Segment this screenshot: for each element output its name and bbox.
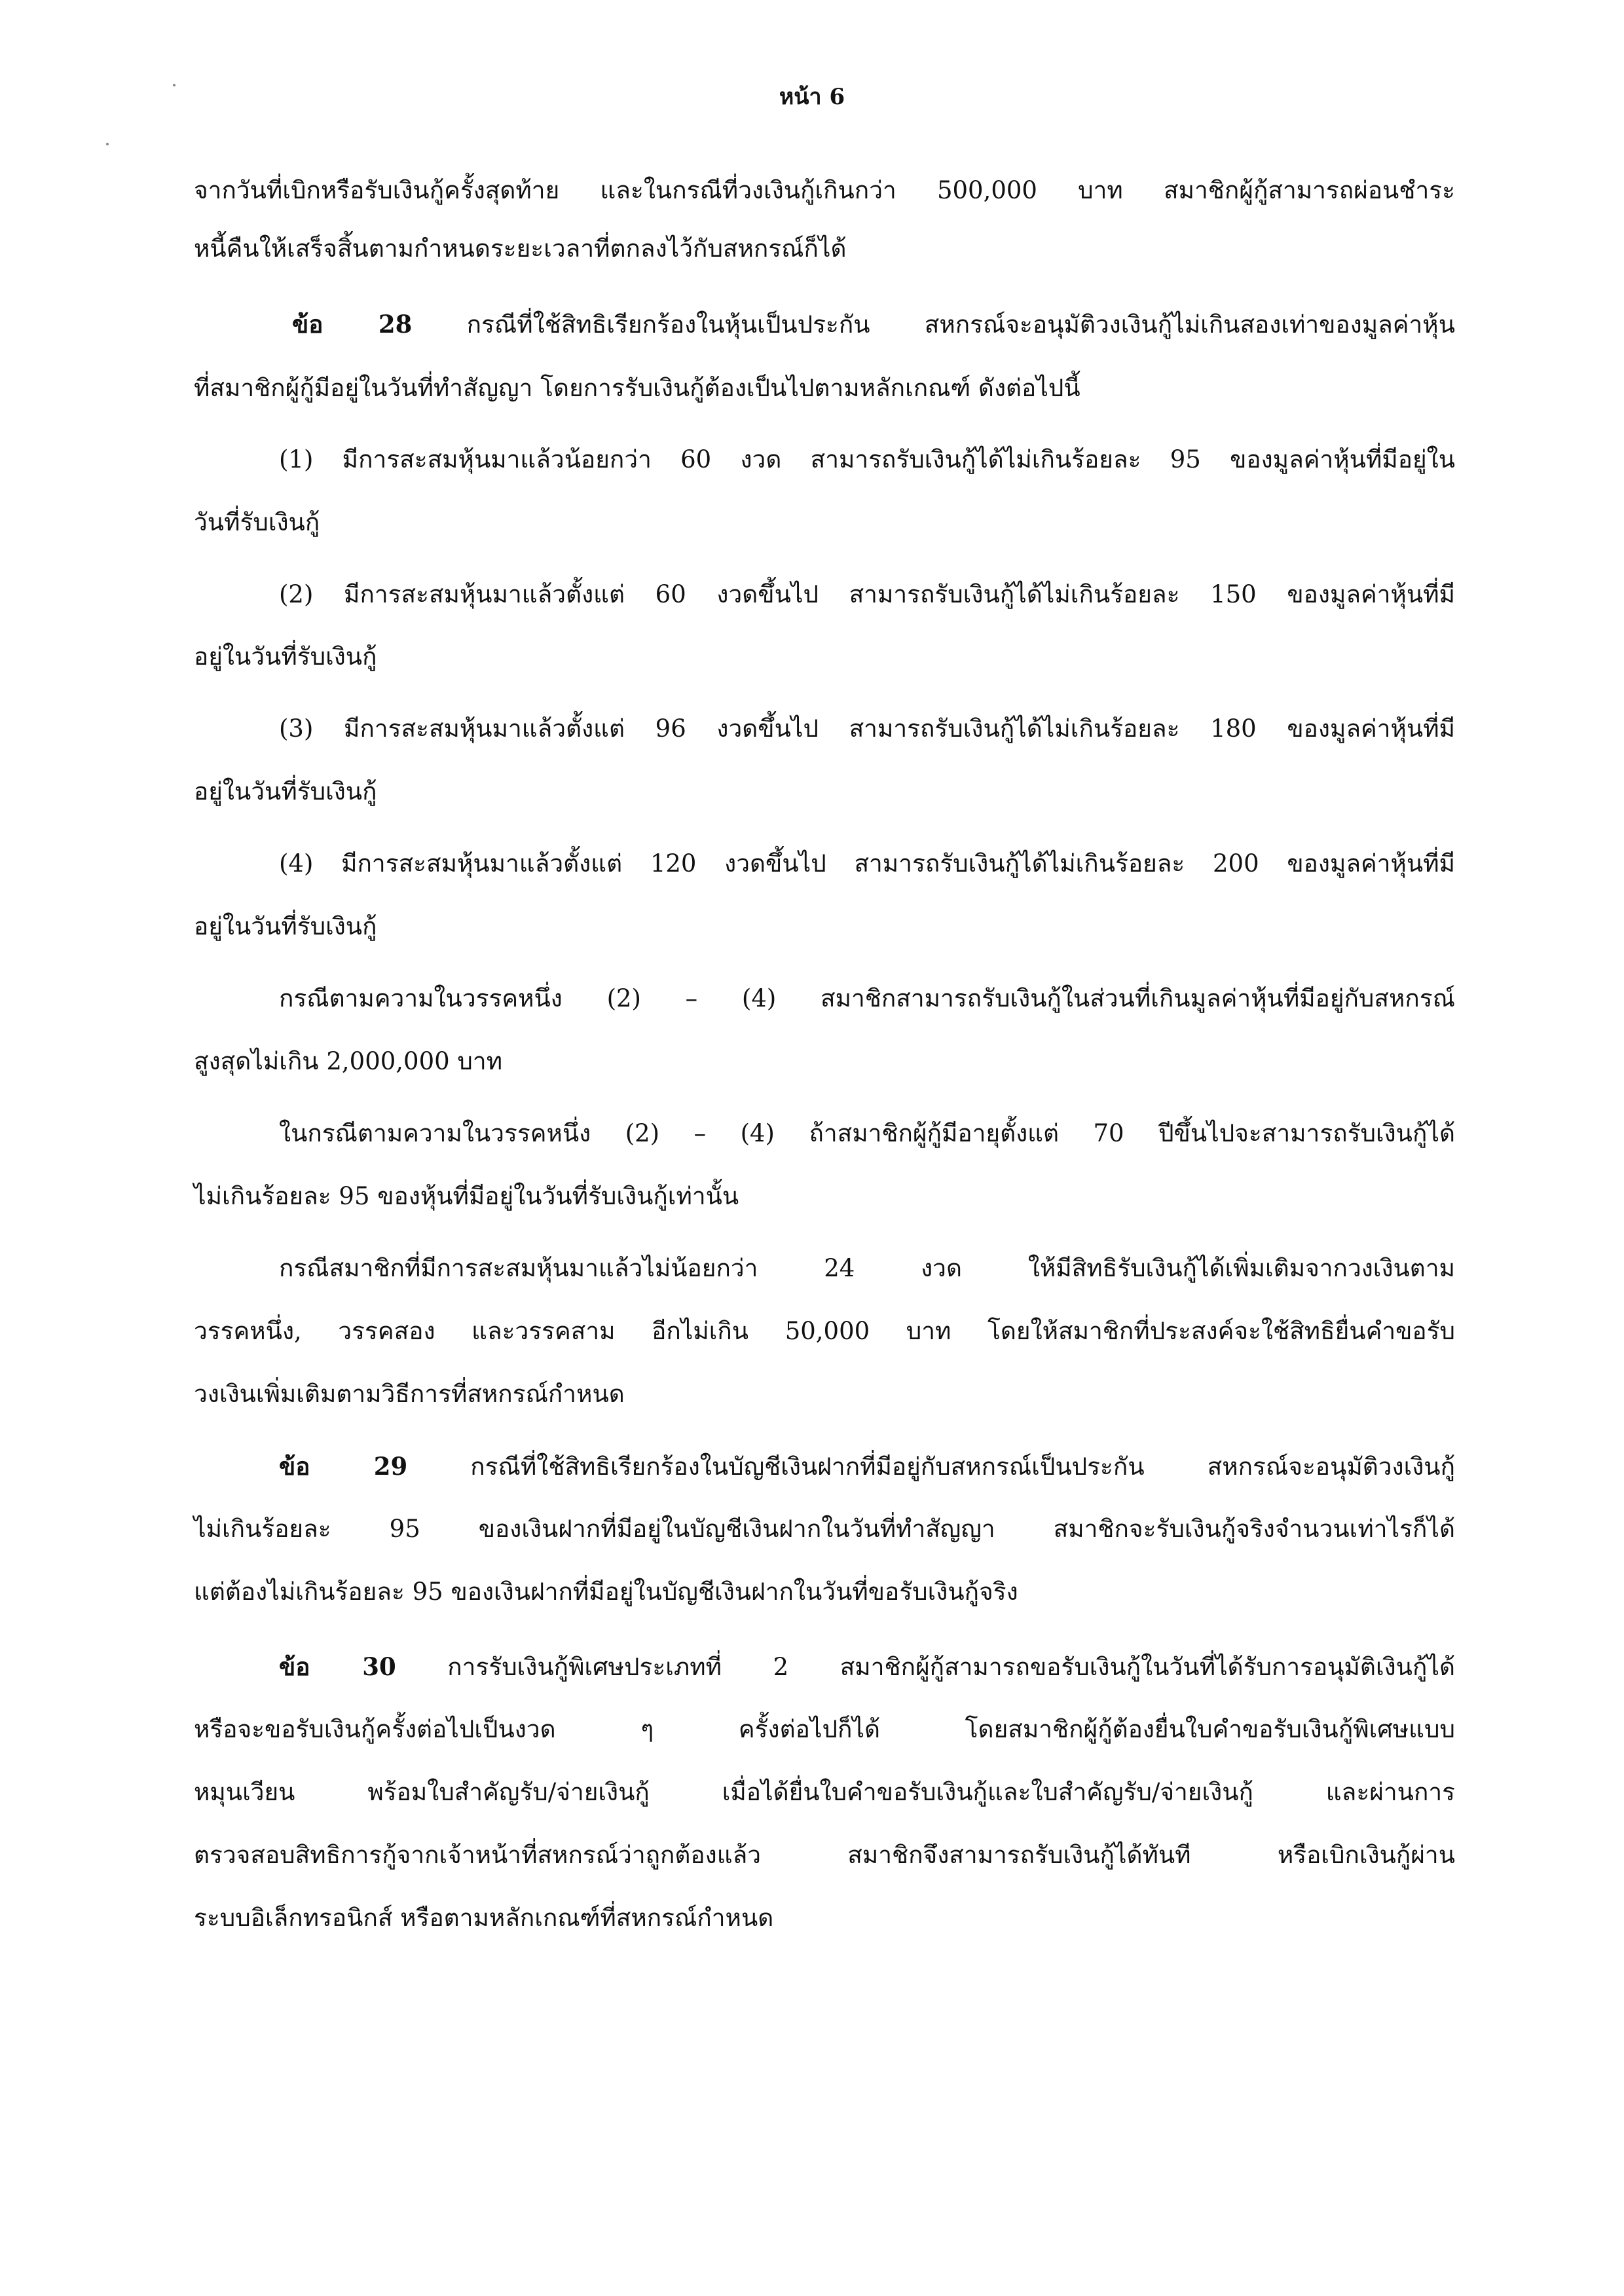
- paragraph-line: อยู่ในวันที่รับเงินกู้: [194, 912, 377, 940]
- paragraph-line: [279, 1443, 1455, 1490]
- paragraph-line: สูงสุดไม่เกิน 2,000,000 บาท: [194, 1047, 503, 1075]
- scan-speck: [106, 143, 109, 145]
- paragraph-line: (3) มีการสะสมหุ้นมาแล้วตั้งแต่ 96 งวดขึ้นไป สามารถรับเงินกู้ได้ไม่เกินร้อยละ 180 ของมูลค่าหุ้นที่มี: [279, 714, 1455, 743]
- paragraph-line: กรณีสมาชิกที่มีการสะสมหุ้นมาแล้วไม่น้อยกว่า 24 งวด ให้มีสิทธิรับเงินกู้ได้เพิ่มเติมจากวงเงินตาม: [279, 1254, 1455, 1282]
- paragraph-line: ระบบอิเล็กทรอนิกส์ หรือตามหลักเกณฑ์ที่สหกรณ์กำหนด: [194, 1904, 774, 1932]
- paragraph-line: ที่สมาชิกผู้กู้มีอยู่ในวันที่ทำสัญญา โดยการรับเงินกู้ต้องเป็นไปตามหลักเกณฑ์ ดังต่อไปนี้: [194, 374, 1080, 402]
- clause-text: การรับเงินกู้พิเศษประเภทที่ 2 สมาชิกผู้กู้สามารถขอรับเงินกู้ในวันที่ได้รับการอนุมัติเงินกู้ได้: [396, 1653, 1455, 1681]
- paragraph-line: [292, 301, 1455, 348]
- page-number: หน้า 6: [779, 84, 845, 110]
- paragraph-line: หนี้คืนให้เสร็จสิ้นตามกำหนดระยะเวลาที่ตกลงไว้กับสหกรณ์ก็ได้: [194, 234, 847, 263]
- paragraph-line: [279, 1644, 1455, 1690]
- paragraph-line: วรรคหนึ่ง, วรรคสอง และวรรคสาม อีกไม่เกิน 50,000 บาท โดยให้สมาชิกที่ประสงค์จะใช้สิทธิยื่นคำขอรับ: [194, 1317, 1455, 1345]
- clause-text: กรณีที่ใช้สิทธิเรียกร้องในบัญชีเงินฝากที่มีอยู่กับสหกรณ์เป็นประกัน สหกรณ์จะอนุมัติวงเงินกู้: [407, 1453, 1455, 1481]
- paragraph-line: ในกรณีตามความในวรรคหนึ่ง (2) – (4) ถ้าสมาชิกผู้กู้มีอายุตั้งแต่ 70 ปีขึ้นไปจะสามารถรับเงินกู้ได้: [279, 1119, 1455, 1147]
- paragraph-line: (1) มีการสะสมหุ้นมาแล้วน้อยกว่า 60 งวด สามารถรับเงินกู้ได้ไม่เกินร้อยละ 95 ของมูลค่าหุ้นที่มีอยู่ใน: [279, 445, 1455, 473]
- clause-number: ข้อ 29: [279, 1452, 408, 1481]
- clause-number: ข้อ 30: [279, 1652, 396, 1681]
- paragraph-line: หรือจะขอรับเงินกู้ครั้งต่อไปเป็นงวด ๆ ครั้งต่อไปก็ได้ โดยสมาชิกผู้กู้ต้องยื่นใบคำขอรับเงินกู้พิเศษแบบ: [194, 1715, 1455, 1743]
- paragraph-line: (2) มีการสะสมหุ้นมาแล้วตั้งแต่ 60 งวดขึ้นไป สามารถรับเงินกู้ได้ไม่เกินร้อยละ 150 ของมูลค่าหุ้นที่มี: [279, 580, 1455, 608]
- paragraph-line: อยู่ในวันที่รับเงินกู้: [194, 642, 377, 671]
- paragraph-line: ตรวจสอบสิทธิการกู้จากเจ้าหน้าที่สหกรณ์ว่าถูกต้องแล้ว สมาชิกจึงสามารถรับเงินกู้ได้ทันที หรือเบิกเงินกู้ผ่าน: [194, 1841, 1455, 1869]
- paragraph-line: จากวันที่เบิกหรือรับเงินกู้ครั้งสุดท้าย และในกรณีที่วงเงินกู้เกินกว่า 500,000 บาท สมาชิกผู้กู้สามารถผ่อนชำระ: [194, 176, 1455, 204]
- paragraph-line: ไม่เกินร้อยละ 95 ของหุ้นที่มีอยู่ในวันที่รับเงินกู้เท่านั้น: [194, 1182, 739, 1210]
- clause-number: ข้อ 28: [292, 310, 413, 339]
- paragraph-line: (4) มีการสะสมหุ้นมาแล้วตั้งแต่ 120 งวดขึ้นไป สามารถรับเงินกู้ได้ไม่เกินร้อยละ 200 ของมูลค่าหุ้นที่มี: [279, 849, 1455, 878]
- paragraph-line: วงเงินเพิ่มเติมตามวิธีการที่สหกรณ์กำหนด: [194, 1380, 625, 1408]
- paragraph-line: แต่ต้องไม่เกินร้อยละ 95 ของเงินฝากที่มีอยู่ในบัญชีเงินฝากในวันที่ขอรับเงินกู้จริง: [194, 1578, 1018, 1606]
- paragraph-line: หมุนเวียน พร้อมใบสำคัญรับ/จ่ายเงินกู้ เมื่อได้ยื่นใบคำขอรับเงินกู้และใบสำคัญรับ/จ่ายเงินกู้ และผ่านการ: [194, 1778, 1455, 1806]
- clause-text: กรณีที่ใช้สิทธิเรียกร้องในหุ้นเป็นประกัน สหกรณ์จะอนุมัติวงเงินกู้ไม่เกินสองเท่าของมูลค่าหุ้น: [412, 310, 1455, 339]
- paragraph-line: กรณีตามความในวรรคหนึ่ง (2) – (4) สมาชิกสามารถรับเงินกู้ในส่วนที่เกินมูลค่าหุ้นที่มีอยู่กับสหกรณ์: [279, 984, 1455, 1012]
- paragraph-line: วันที่รับเงินกู้: [194, 508, 320, 536]
- paragraph-line: ไม่เกินร้อยละ 95 ของเงินฝากที่มีอยู่ในบัญชีเงินฝากในวันที่ทำสัญญา สมาชิกจะรับเงินกู้จริงจำนวนเท่าไรก็ได้: [194, 1515, 1455, 1543]
- paragraph-line: อยู่ในวันที่รับเงินกู้: [194, 777, 377, 805]
